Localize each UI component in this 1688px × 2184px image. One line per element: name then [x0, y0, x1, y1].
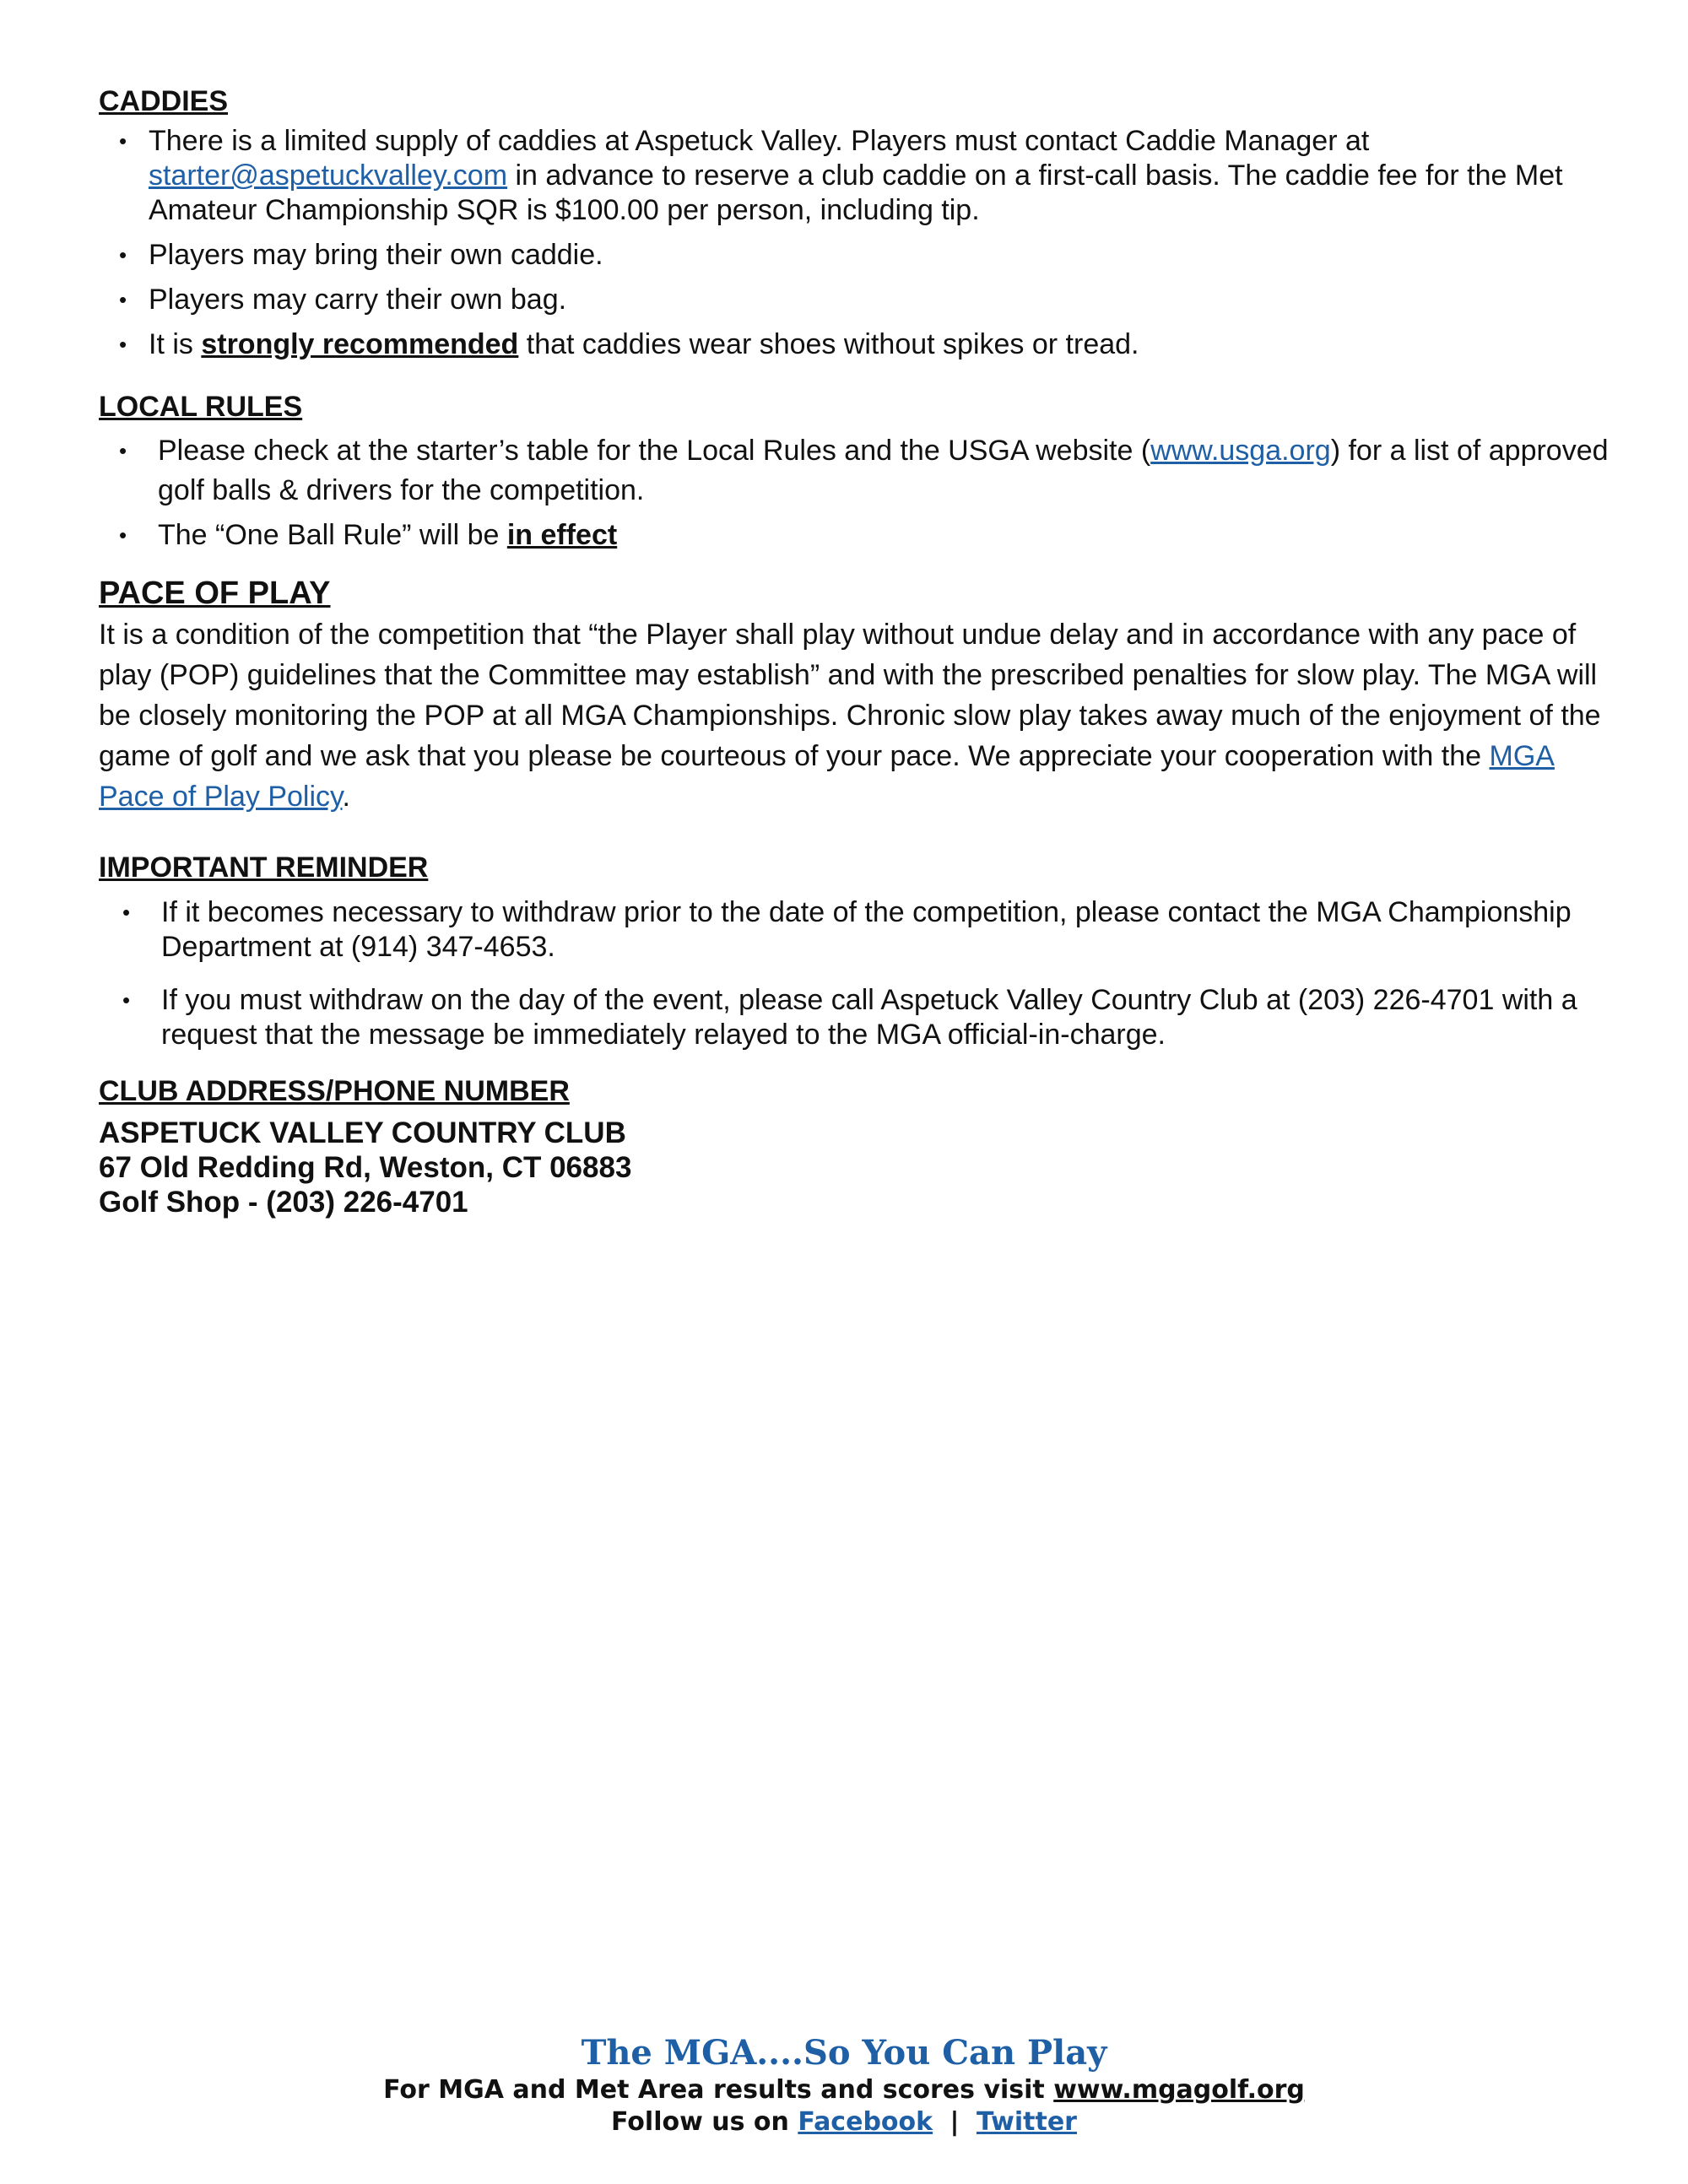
document-content: [99, 84, 1610, 1219]
club-address-heading: CLUB ADDRESS/PHONE NUMBER: [99, 1075, 570, 1107]
bullet-icon: •: [122, 987, 131, 1013]
list-item: [99, 516, 1610, 555]
list-item: [99, 124, 1610, 228]
list-item-text: in advance to reserve a club caddie on a first-call basis. The caddie fee for the Met Amateur Championship SQR is $100.00 per person, including tip.: [149, 159, 1563, 226]
bullet-icon: •: [119, 438, 127, 463]
list-item-text: Please check at the starter’s table for the Local Rules and the USGA website (: [158, 435, 1151, 467]
club-name: ASPETUCK VALLEY COUNTRY CLUB: [99, 1116, 626, 1149]
list-item-text: It is: [149, 328, 202, 360]
list-item: [99, 895, 1610, 965]
bullet-icon: •: [119, 128, 127, 154]
bullet-icon: •: [119, 242, 127, 268]
mgagolf-link[interactable]: www.mgagolf.org: [1053, 2075, 1305, 2105]
club-address-section: [99, 1074, 1610, 1219]
list-item-text: If you must withdraw on the day of the event, please call Aspetuck Valley Country Club at (203) 226-4701 with a request that the message be immediately relayed to the MGA official-in-charge.: [161, 984, 1577, 1051]
list-item-text: The “One Ball Rule” will be: [158, 519, 507, 551]
club-address-block: [99, 1116, 1610, 1219]
emphasis-text: in effect: [506, 519, 618, 551]
bullet-icon: •: [119, 522, 127, 548]
caddie-email-link[interactable]: starter@aspetuckvalley.com: [149, 159, 508, 192]
pace-of-play-heading: PACE OF PLAY: [99, 576, 331, 611]
footer-results-line: [0, 2074, 1688, 2106]
emphasis-text: strongly recommended: [201, 328, 519, 360]
paragraph-text: It is a condition of the competition that “the Player shall play without undue delay and in accordance with any pace of play (POP) guidelines that the Committee may establish” and with the prescribed penalties for slow play. The MGA will be closely monitoring the POP at all MGA Championships. Chronic slow play takes away much of the enjoyment of the game of golf and we ask that you please be courteous of your pace. We appreciate your cooperation with the: [99, 619, 1601, 772]
footer-text: For MGA and Met Area results and scores visit: [383, 2075, 1054, 2105]
twitter-link[interactable]: Twitter: [976, 2107, 1077, 2137]
list-item-text: that caddies wear shoes without spikes or tread.: [518, 328, 1139, 360]
important-reminder-section: [99, 851, 1610, 1052]
page-footer: [0, 2032, 1688, 2138]
bullet-icon: •: [119, 287, 127, 312]
local-rules-heading: LOCAL RULES: [99, 391, 303, 423]
caddies-section: [99, 84, 1610, 362]
list-item: [99, 327, 1610, 362]
caddies-heading: CADDIES: [99, 85, 229, 117]
list-item: [99, 283, 1610, 317]
local-rules-section: [99, 390, 1610, 555]
list-item-text: There is a limited supply of caddies at Aspetuck Valley. Players must contact Caddie Manager at: [149, 125, 1370, 157]
bullet-icon: •: [122, 900, 131, 925]
list-item: [99, 431, 1610, 511]
caddies-list: [99, 124, 1610, 362]
list-item-text: Players may bring their own caddie.: [149, 239, 603, 271]
list-item-text: Players may carry their own bag.: [149, 284, 567, 316]
footer-follow-line: [0, 2106, 1688, 2138]
local-rules-list: [99, 431, 1610, 555]
bullet-icon: •: [119, 332, 127, 357]
paragraph-text: .: [342, 781, 350, 813]
facebook-link[interactable]: Facebook: [798, 2107, 933, 2137]
pace-of-play-section: [99, 574, 1610, 817]
footer-text: Follow us on: [611, 2107, 798, 2137]
reminder-list: [99, 895, 1610, 1052]
club-phone: Golf Shop - (203) 226-4701: [99, 1186, 468, 1219]
footer-tagline: The MGA....So You Can Play: [581, 2033, 1107, 2073]
club-street-address: 67 Old Redding Rd, Weston, CT 06883: [99, 1151, 632, 1184]
pace-of-play-paragraph: [99, 614, 1610, 817]
usga-link[interactable]: www.usga.org: [1150, 435, 1331, 467]
footer-separator: |: [950, 2107, 960, 2137]
list-item: [99, 983, 1610, 1052]
list-item: [99, 238, 1610, 273]
pace-of-play-policy-link[interactable]: MGA Pace of Play Policy: [99, 740, 1555, 813]
list-item-text: If it becomes necessary to withdraw prior to the date of the competition, please contact the MGA Championship Department at (914) 347-4653.: [161, 896, 1572, 963]
important-reminder-heading: IMPORTANT REMINDER: [99, 851, 429, 884]
list-item-text: ) for a list of approved golf balls & drivers for the competition.: [158, 435, 1609, 506]
